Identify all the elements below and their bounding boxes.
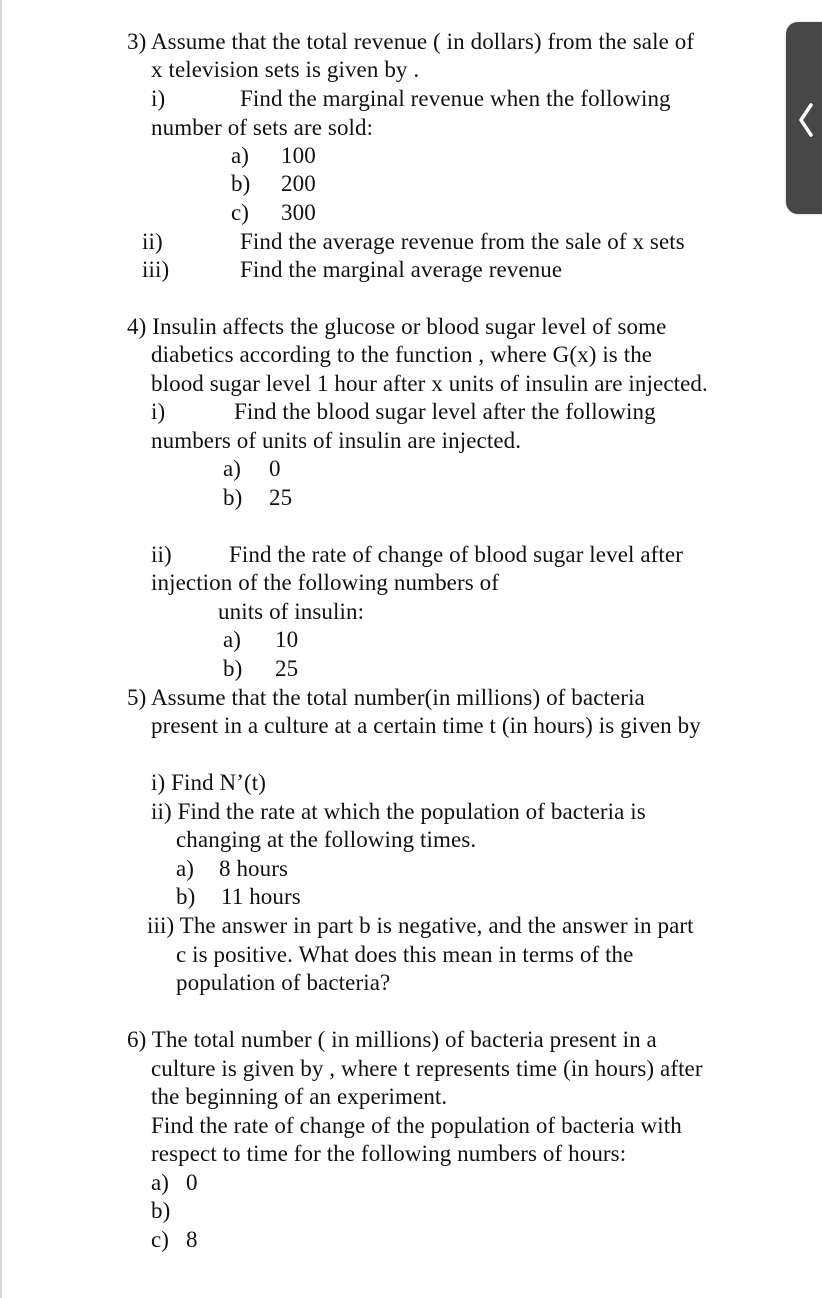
q5-part-ii-a-label: a) — [176, 856, 195, 881]
q6-stem-line-2: culture is given by , where t represents time (in hours) after — [151, 1056, 703, 1081]
q4-part-i-continuation: numbers of units of insulin are injected. — [151, 428, 522, 453]
q3-stem-line-2: x television sets is given by . — [151, 57, 420, 82]
q3-option-b-label: b) — [231, 171, 251, 196]
q4-part-i-b-label: b) — [223, 485, 243, 510]
q3-part-ii-text: Find the average revenue from the sale of x sets — [240, 229, 685, 254]
chevron-left-icon — [796, 102, 816, 138]
q5-stem-line-2: present in a culture at a certain time t (in hours) is given by — [151, 713, 701, 738]
q5-part-ii-b-value: 11 hours — [221, 884, 301, 909]
q6-option-a-label: a) — [151, 1170, 170, 1195]
q5-part-ii-b-label: b) — [176, 884, 196, 909]
q4-part-i-a-label: a) — [223, 456, 242, 481]
q5-stem-line-1: 5) Assume that the total number(in millions) of bacteria — [127, 685, 645, 710]
q6-stem-line-4: Find the rate of change of the population of bacteria with — [151, 1113, 682, 1138]
q4-part-ii-text: Find the rate of change of blood sugar level after — [229, 542, 683, 567]
q6-option-c-value: 8 — [186, 1227, 198, 1252]
q3-option-c-value: 300 — [281, 200, 316, 225]
q4-part-i-number: i) — [151, 399, 166, 424]
q4-part-ii-a-value: 10 — [275, 627, 299, 652]
q3-part-iii-number: iii) — [142, 257, 170, 282]
q3-part-i-number: i) — [151, 86, 166, 111]
q3-option-a-label: a) — [231, 143, 250, 168]
q4-stem-line-3: blood sugar level 1 hour after x units of insulin are injected. — [151, 371, 708, 396]
q3-stem-line-1: 3) Assume that the total revenue ( in dollars) from the sale of — [127, 29, 695, 54]
q6-stem-line-3: the beginning of an experiment. — [151, 1084, 448, 1109]
q6-stem-line-1: 6) The total number ( in millions) of bacteria present in a — [127, 1027, 657, 1052]
q5-part-iii-continuation-2: population of bacteria? — [176, 970, 391, 995]
q4-part-ii-continuation-1: injection of the following numbers of — [151, 570, 499, 595]
q4-stem-line-2: diabetics according to the function , where G(x) is the — [151, 342, 653, 367]
q3-option-b-value: 200 — [281, 171, 316, 196]
q5-part-i-text: i) Find N’(t) — [151, 770, 267, 795]
q4-part-ii-number: ii) — [151, 542, 172, 567]
q3-option-c-label: c) — [231, 200, 250, 225]
q4-part-i-a-value: 0 — [269, 456, 281, 481]
q4-part-ii-b-label: b) — [223, 656, 243, 681]
q3-part-i-text: Find the marginal revenue when the following — [240, 86, 671, 111]
q5-part-iii-continuation-1: c is positive. What does this mean in terms of the — [176, 942, 634, 967]
q3-part-ii-number: ii) — [142, 229, 163, 254]
q3-option-a-value: 100 — [281, 143, 316, 168]
q6-option-b-label: b) — [151, 1198, 171, 1223]
q5-part-ii-continuation: changing at the following times. — [176, 827, 477, 852]
q5-part-ii-text: ii) Find the rate at which the population of bacteria is — [151, 799, 646, 824]
q3-part-iii-text: Find the marginal average revenue — [240, 257, 563, 282]
q3-part-i-continuation: number of sets are sold: — [151, 115, 374, 140]
q5-part-ii-a-value: 8 hours — [219, 856, 289, 881]
q5-part-iii-text: iii) The answer in part b is negative, and the answer in part — [147, 913, 694, 938]
q6-stem-line-5: respect to time for the following numbers of hours: — [151, 1141, 627, 1166]
q4-part-i-text: Find the blood sugar level after the following — [234, 399, 656, 424]
q4-part-ii-continuation-2: units of insulin: — [218, 599, 365, 624]
q4-part-ii-b-value: 25 — [275, 656, 299, 681]
q6-option-c-label: c) — [151, 1227, 170, 1252]
q4-part-i-b-value: 25 — [269, 485, 293, 510]
q4-part-ii-a-label: a) — [223, 627, 242, 652]
side-panel-handle[interactable] — [786, 22, 822, 214]
q4-stem-line-1: 4) Insulin affects the glucose or blood sugar level of some — [127, 314, 667, 339]
q6-option-a-value: 0 — [186, 1170, 198, 1195]
